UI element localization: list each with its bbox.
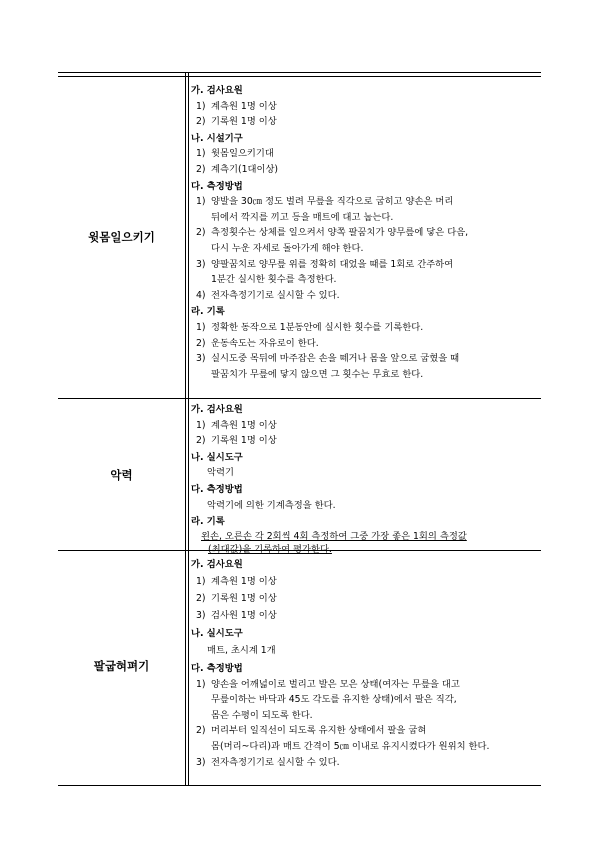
section-text: (최대값)을 기록하여 평가한다. bbox=[208, 543, 332, 555]
list-item: 1) 계측원 1명 이상 bbox=[196, 575, 277, 587]
row-content-situps bbox=[191, 82, 538, 382]
row-divider bbox=[58, 398, 541, 399]
section-heading: 라. 기록 bbox=[191, 306, 225, 318]
section-text: 매트, 초시계 1개 bbox=[207, 644, 276, 656]
section-heading: 나. 실시도구 bbox=[191, 451, 243, 463]
list-item: 1) 윗몸일으키기대 bbox=[196, 148, 274, 160]
section-text: 악력기 bbox=[207, 467, 234, 479]
list-item: 1) 계측원 1명 이상 bbox=[196, 419, 277, 431]
list-item: 2) 기록원 1명 이상 bbox=[196, 116, 277, 128]
list-item: 2) 측정횟수는 상체를 일으켜서 양쪽 팔꿈치가 양무릎에 닿은 다음, 다시 누운 자세로 돌아가게 해야 한다. bbox=[196, 227, 469, 254]
section-heading: 가. 검사요원 bbox=[191, 559, 243, 570]
section-heading: 나. 시설기구 bbox=[191, 132, 243, 144]
list-item: 2) 운동속도는 자유로이 한다. bbox=[196, 337, 319, 349]
list-item: 3) 실시도중 목뒤에 마주잡은 손을 떼거나 몸을 앞으로 굽혔을 때 팔꿈치가 무릎에 닿지 않으면 그 횟수는 무효로 한다. bbox=[196, 353, 460, 380]
list-item: 3) 검사원 1명 이상 bbox=[196, 609, 277, 621]
row-content-pushups bbox=[191, 556, 538, 770]
column-divider bbox=[185, 73, 186, 785]
double-rule bbox=[58, 76, 541, 77]
row-label-grip-strength: 악력 bbox=[110, 468, 133, 482]
list-item: 1) 계측원 1명 이상 bbox=[196, 100, 277, 112]
row-label-situps: 윗몸일으키기 bbox=[88, 230, 155, 244]
list-item: 2) 계측기(1대이상) bbox=[196, 163, 279, 175]
section-heading: 다. 측정방법 bbox=[191, 180, 243, 192]
section-heading: 라. 기록 bbox=[191, 516, 225, 528]
column-divider bbox=[188, 73, 189, 785]
list-item: 1) 양손을 어깨넓이로 벌리고 발은 모은 상태(여자는 무릎을 대고 무릎이하는 바닥과 45도 각도를 유지한 상태)에서 팔은 직각, 몸은 수평이 되도록 한다. bbox=[196, 678, 460, 721]
list-item: 2) 기록원 1명 이상 bbox=[196, 435, 277, 447]
list-item: 3) 전자측정기기로 실시할 수 있다. bbox=[196, 756, 340, 768]
list-item: 2) 머리부터 일직선이 되도록 유지한 상태에서 팔을 굽혀 몸(머리~다리)과 매트 간격이 5㎝ 이내로 유지시켰다가 원위치 한다. bbox=[196, 725, 490, 752]
section-heading: 다. 측정방법 bbox=[191, 483, 243, 495]
section-heading: 가. 검사요원 bbox=[191, 85, 243, 96]
section-text: 악력기에 의한 기계측정을 한다. bbox=[207, 499, 336, 511]
list-item: 3) 양팔꿈치로 양무릎 위를 정확히 대었을 때를 1회로 간주하여 1분간 실시한 횟수를 측정한다. bbox=[196, 258, 454, 286]
row-label-pushups: 팔굽혀펴기 bbox=[93, 659, 150, 673]
test-table bbox=[58, 72, 541, 786]
section-text: 왼손, 오른손 각 2회씩 4회 측정하여 그중 가장 좋은 1회의 측정값 bbox=[201, 530, 467, 542]
section-heading: 가. 검사요원 bbox=[191, 404, 243, 415]
list-item: 1) 양발을 30㎝ 정도 벌려 무릎을 직각으로 굽히고 양손은 머리 뒤에서 깍지를 끼고 등을 매트에 대고 눕는다. bbox=[196, 196, 454, 223]
row-content-grip-strength bbox=[191, 401, 538, 556]
section-heading: 다. 측정방법 bbox=[191, 662, 243, 674]
list-item: 2) 기록원 1명 이상 bbox=[196, 592, 277, 604]
list-item: 1) 정확한 동작으로 1분동안에 실시한 횟수를 기록한다. bbox=[196, 321, 424, 333]
section-heading: 나. 실시도구 bbox=[191, 627, 243, 639]
list-item: 4) 전자측정기기로 실시할 수 있다. bbox=[196, 289, 340, 301]
